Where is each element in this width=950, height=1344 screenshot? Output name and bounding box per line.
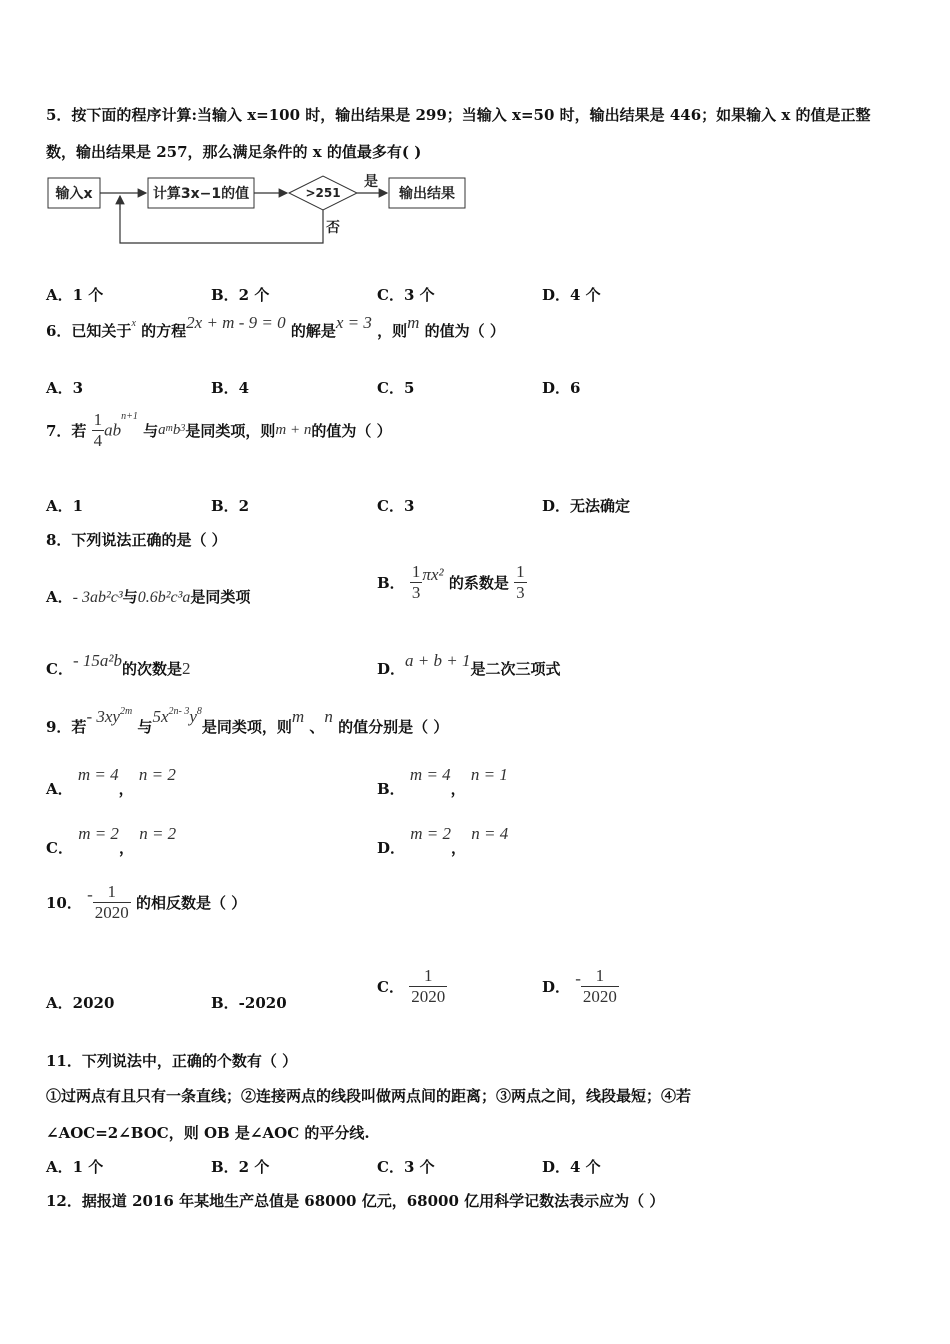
flow-output-label: 输出结果 — [399, 186, 455, 202]
q5-stem-line1: 5．按下面的程序计算:当输入 x=100 时，输出结果是 299；当输入 x=50 时，输出结果是 446；如果输入 x 的值是正整 — [46, 106, 871, 124]
q5-option-b[interactable]: B．2 个 — [211, 286, 270, 304]
q11-stem: 11．下列说法中，正确的个数有（ ） — [46, 1052, 298, 1070]
q11-line2: ∠AOC=2∠BOC，则 OB 是∠AOC 的平分线. — [46, 1124, 370, 1142]
q11-option-d[interactable]: D．4 个 — [542, 1158, 601, 1176]
q11-line1: ①过两点有且只有一条直线；②连接两点的线段叫做两点间的距离；③两点之间，线段最短；④若 — [46, 1087, 692, 1105]
flow-no-label: 否 — [326, 220, 340, 236]
q6-option-d[interactable]: D．6 — [542, 379, 581, 397]
q7-option-d[interactable]: D．无法确定 — [542, 497, 631, 515]
q8-option-a[interactable]: A．- 3ab²c³与0.6b²c³a是同类项 — [46, 588, 251, 606]
q6-option-c[interactable]: C．5 — [377, 379, 415, 397]
flow-compute-label: 计算3x−1的值 — [152, 186, 250, 202]
q7-option-c[interactable]: C．3 — [377, 497, 415, 515]
q7-fraction: $\frac{1}{4}$ — [93, 410, 103, 450]
q6-option-a[interactable]: A．3 — [46, 379, 84, 397]
q8-option-d[interactable]: D．a + b + 1是二次三项式 — [377, 651, 561, 678]
q11-option-a[interactable]: A．1 个 — [46, 1158, 104, 1176]
q9-stem: 9．若- $3xy^{2m}$ 与$5x^{2n- 3}y^8$是同类项，则m 、n 的值分别是（ ） — [46, 706, 449, 736]
q8-stem: 8．下列说法正确的是（ ） — [46, 531, 227, 549]
q10-option-b[interactable]: B．-2020 — [211, 994, 287, 1012]
q5-option-c[interactable]: C．3 个 — [377, 286, 435, 304]
q5-option-d[interactable]: D．4 个 — [542, 286, 601, 304]
q5-stem-line2: 数，输出结果是 257，那么满足条件的 x 的值最多有( ) — [46, 143, 422, 161]
q9-option-a[interactable]: A． m = 4， n = 2 — [46, 765, 176, 798]
q9-option-b[interactable]: B． m = 4， n = 1 — [377, 765, 508, 798]
q7-stem: 7．若 $\frac{1}{4}$ $ab^{n+1}$ 与$a^mb^3$是同类项，则m + n的值为（ ） — [46, 410, 392, 450]
q10-option-d[interactable]: D． - $\frac{1}{2020}$ — [542, 966, 617, 1006]
q8-option-b[interactable]: B． $\frac{1}{3}$ πx² 的系数是 $\frac{1}{3}$ — [377, 562, 525, 602]
q7-option-a[interactable]: A．1 — [46, 497, 84, 515]
q5-option-a[interactable]: A．1 个 — [46, 286, 104, 304]
q5-flowchart — [44, 170, 474, 250]
q8-option-c[interactable]: C．- 15a²b的次数是2 — [46, 651, 191, 678]
flow-input-label: 输入x — [55, 186, 93, 202]
q10-option-a[interactable]: A．2020 — [46, 994, 115, 1012]
q6-option-b[interactable]: B．4 — [211, 379, 250, 397]
q10-stem: 10． - $\frac{1}{2020}$ 的相反数是（ ） — [46, 882, 247, 922]
q11-option-c[interactable]: C．3 个 — [377, 1158, 435, 1176]
q11-option-b[interactable]: B．2 个 — [211, 1158, 270, 1176]
q9-option-d[interactable]: D． m = 2， n = 4 — [377, 824, 509, 857]
q6-stem: 6．已知关于$^x$ 的方程2x + m - 9 = 0 的解是x = 3 ，则m 的值为（ ） — [46, 313, 505, 340]
flow-condition-label: >251 — [305, 186, 341, 200]
q9-option-c[interactable]: C． m = 2， n = 2 — [46, 824, 177, 857]
q10-option-c[interactable]: C． $\frac{1}{2020}$ — [377, 966, 446, 1006]
q12-stem: 12．据报道 2016 年某地生产总值是 68000 亿元，68000 亿用科学记数法表示应为（ ） — [46, 1192, 665, 1210]
q10-fraction: $\frac{1}{2020}$ — [94, 882, 129, 922]
flow-yes-label: 是 — [364, 174, 378, 190]
q7-option-b[interactable]: B．2 — [211, 497, 250, 515]
